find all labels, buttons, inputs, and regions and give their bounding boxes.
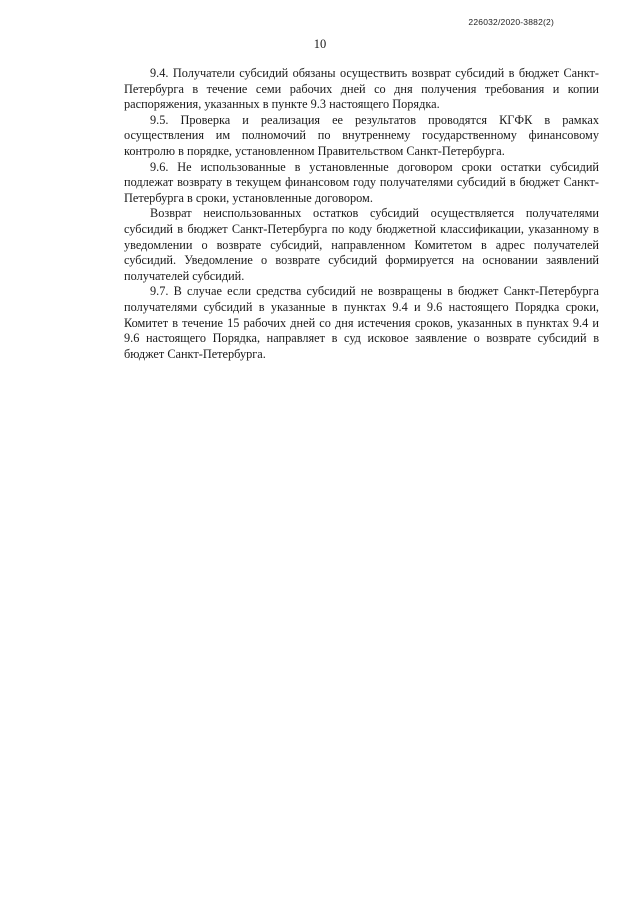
paragraph-9-6: 9.6. Не использованные в установленные договором сроки остатки субсидий подлежат возврату в текущем финансовом году получателями субсидий в бюджет Санкт-Петербурга в сроки, установленные договором. <box>124 159 599 205</box>
page-number: 10 <box>313 37 327 51</box>
paragraph-9-7: 9.7. В случае если средства субсидий не возвращены в бюджет Санкт-Петербурга получателями субсидий в указанные в пунктах 9.4 и 9.6 настоящего Порядка сроки, Комитет в течение 15 рабочих дней со дня истечения сроков, указанных в пунктах 9.4 и 9.6 настоящего Порядка, направляет в суд исковое заявление о возврате субсидий в бюджет Санкт-Петербурга. <box>124 284 599 361</box>
document-id: 226032/2020-3882(2) <box>468 17 554 27</box>
paragraph-9-5: 9.5. Проверка и реализация ее результатов проводятся КГФК в рамках осуществления им полномочий по внутреннему государственному финансовому контролю в порядке, установленном Правительством Санкт-Петербурга. <box>124 112 599 158</box>
document-body <box>124 66 599 362</box>
paragraph-return-procedure: Возврат неиспользованных остатков субсидий осуществляется получателями субсидий в бюджет Санкт-Петербурга по коду бюджетной классификации, указанному в уведомлении о возврате субсидий, направленном Комитетом в адрес получателей субсидий. Уведомление о возврате субсидий формируется на основании заявлений получателей субсидий. <box>124 206 599 283</box>
paragraph-9-4: 9.4. Получатели субсидий обязаны осуществить возврат субсидий в бюджет Санкт-Петербурга в течение семи рабочих дней со дня получения требования и копии распоряжения, указанных в пункте 9.3 настоящего Порядка. <box>124 66 599 112</box>
